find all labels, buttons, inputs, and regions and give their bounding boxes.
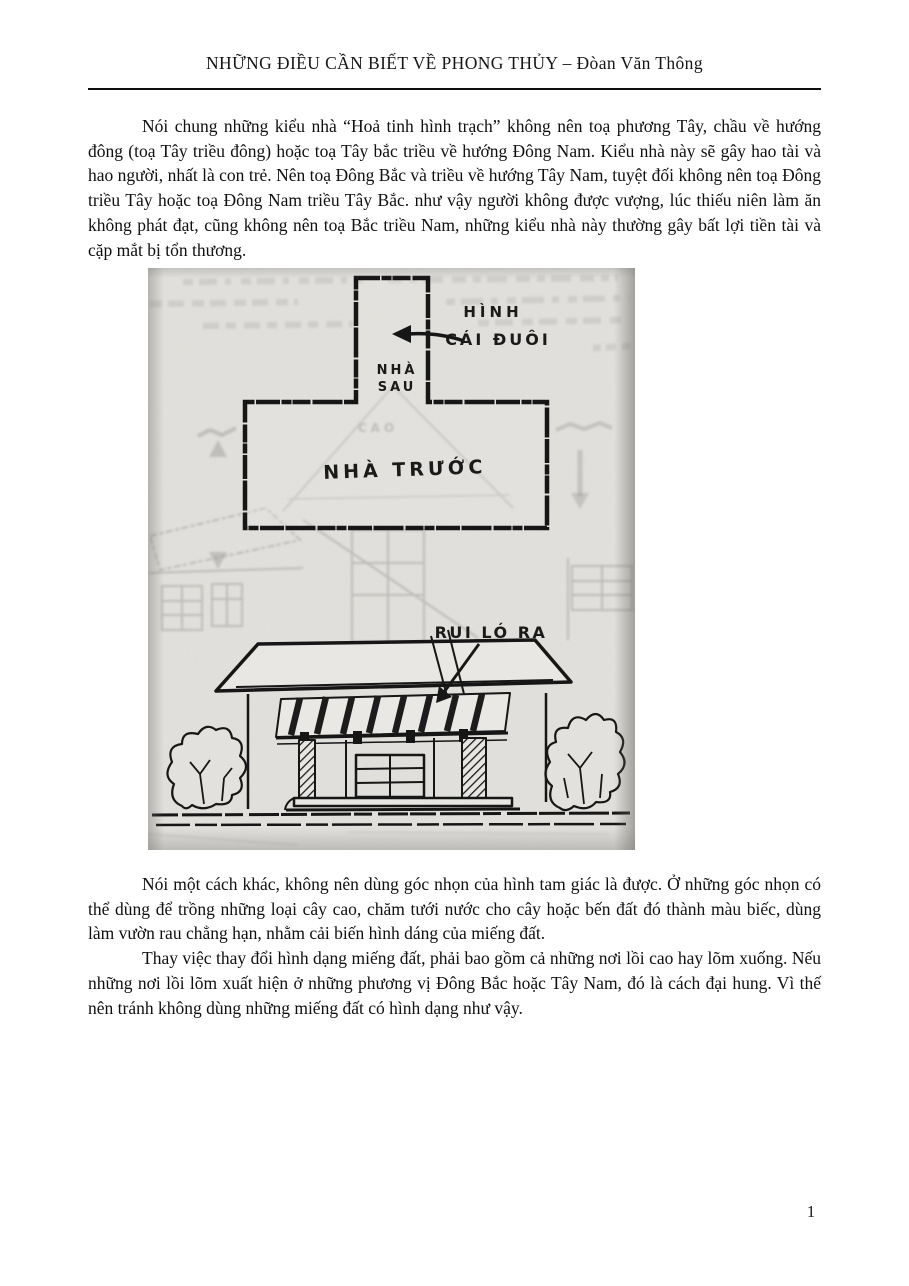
scan-vignette-left — [148, 268, 164, 850]
hatched-column-right — [462, 738, 486, 798]
label-nha-truoc: NHÀ TRƯỚC — [322, 456, 487, 484]
closing-text — [88, 872, 821, 1020]
label-nha-sau-2: SAU — [377, 380, 417, 395]
scan-vignette-bottom — [148, 828, 635, 850]
paragraph-1: Nói chung những kiểu nhà “Hoả tinh hình trạch” không nên toạ phương Tây, chầu về hướng đông (toạ Tây triều đông) hoặc toạ Tây bắc triều về hướng Đông Nam. Kiểu nhà này sẽ gây hao tài và hao người, nhất là con trẻ. Nên toạ Đông Bắc và triều về hướng Tây Nam, tuyệt đối không nên toạ Đông triều Tây hoặc toạ Đông Nam triều Tây Bắc. như vậy người không được vượng, lúc thiếu niên làm ăn không phát đạt, cũng không nên toạ Bắc triều Nam, những kiểu nhà này thường gây bất lợi tiền tài và cặp mắt bị tổn thương. — [88, 116, 821, 260]
scanned-diagram — [148, 268, 635, 850]
paragraph-3: Thay việc thay đổi hình dạng miếng đất, phải bao gồm cả những nơi lồi cao hay lõm xuống. Nếu những nơi lồi lõm xuất hiện ở những phương vị Đông Bắc hoặc Tây Nam, đó là cách đại hung. Vì thế nên tránh không dùng những miếng đất có hình dạng như vậy. — [88, 948, 821, 1018]
intro-text — [88, 114, 821, 262]
label-rui-lo-ra: RUI LÓ RA — [434, 623, 548, 642]
label-hinh: HÌNH — [463, 303, 523, 321]
label-nha-sau-1: NHÀ — [376, 363, 418, 378]
scan-vignette-top — [148, 268, 635, 278]
hatched-column-left — [299, 740, 315, 798]
paragraph-2: Nói một cách khác, không nên dùng góc nhọn của hình tam giác là được. Ở những góc nhọn có thể dùng để trồng những loại cây cao, chăm tưới nước cho cây hoặc bến đất đó thành màu biếc, dùng làm vườn rau chẳng hạn, nhằm cải biến hình dáng của miếng đất. — [88, 874, 821, 944]
page-number: 1 — [806, 1202, 816, 1221]
figure-house-diagram — [148, 268, 635, 850]
header-rule — [88, 88, 821, 90]
label-cai-duoi: CÁI ĐUÔI — [445, 330, 551, 349]
scan-vignette-right — [614, 268, 635, 850]
page-title: NHỮNG ĐIỀU CẦN BIẾT VỀ PHONG THỦY – Đòan Văn Thông — [206, 53, 703, 73]
